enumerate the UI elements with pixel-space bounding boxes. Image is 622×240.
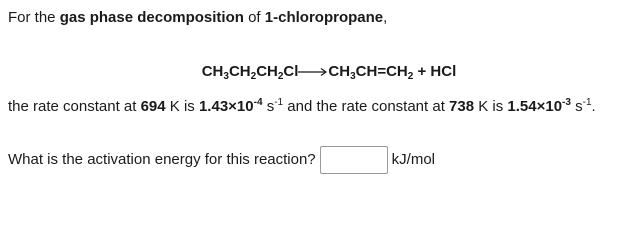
compound-name: 1-chloropropane: [264, 9, 384, 26]
intro-suffix: ,: [383, 9, 388, 26]
rate-constant-1: $1.43\times 10^{-4}$: [198, 97, 263, 115]
rate-constants-text: the rate constant at 694 K is $1.43\times 10^{-4}$ $s^{-1}$ and the rate constant at 738 K is $1.54\times 10^{-3}$ $s^{-1}$.: [8, 97, 596, 115]
product1-formula: $CH_3CH=CH_2$: [328, 63, 414, 82]
intro-text: [8, 8, 387, 28]
rate-unit-1: $s^{-1}$: [266, 97, 284, 115]
temperature-2: 738: [449, 98, 475, 115]
plus-sign: +: [413, 63, 431, 80]
rate-unit-2: $s^{-1}$: [575, 97, 592, 115]
reactant-formula: $CH_3CH_2CH_2Cl$: [201, 63, 299, 82]
reaction-equation: [0, 62, 622, 82]
activation-energy-input[interactable]: [320, 146, 388, 174]
reaction-arrow-icon: [298, 66, 328, 78]
intro-bold-phrase: gas phase decomposition: [59, 9, 244, 26]
question-text: What is the activation energy for this reaction?: [8, 150, 316, 168]
product2-formula: HCl: [430, 63, 457, 80]
intro-middle: of: [243, 9, 265, 26]
intro-prefix: For the: [8, 9, 60, 26]
rate-constant-2: $1.54\times 10^{-3}$: [507, 97, 571, 115]
answer-unit: kJ/mol: [391, 150, 435, 168]
temperature-1: 694: [140, 98, 166, 115]
question-row: [8, 146, 435, 174]
